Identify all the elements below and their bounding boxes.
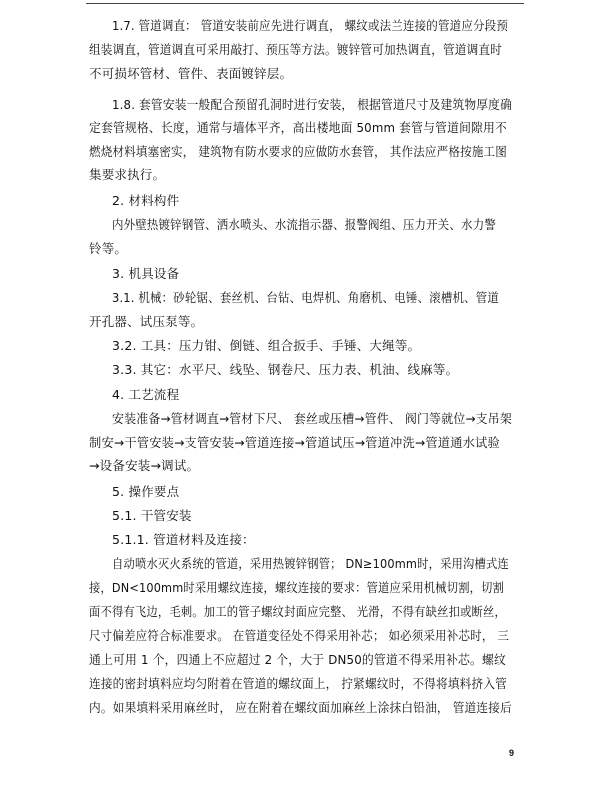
text-line: 连接的密封填料应均匀附着在管道的螺纹面上， 拧紧螺纹时，不得将填料挤入管 [89, 676, 507, 691]
text-line: 组装调直，管道调直可采用敲打、预压等方法。镀锌管可加热调直，管道调直时 [89, 42, 502, 57]
text-line: 5.1. 干管安装 [112, 508, 192, 523]
text-line: 集要求执行。 [89, 167, 166, 182]
text-line: 1.7. 管道调直： 管道安装前应先进行调直， 螺纹或法兰连接的管道应分段预 [112, 18, 509, 33]
header-rule [86, 3, 524, 4]
text-line: 自动喷水灭火系统的管道，采用热镀锌钢管； DN≥100mm时，采用沟槽式连 [112, 556, 509, 571]
text-line: 5. 操作要点 [112, 484, 180, 499]
text-line: →设备安装→调试。 [89, 458, 200, 473]
text-line: 接，DN<100mm时采用螺纹连接，螺纹连接的要求：管道应采用机械切割，切割 [89, 580, 505, 595]
text-line: 燃烧材料填塞密实， 建筑物有防水要求的应做防水套管， 其作法应严格按施工图 [89, 144, 507, 159]
text-line: 定套管规格、长度，通常与墙体平齐，高出楼地面 50mm 套管与管道间隙用不 [89, 120, 507, 135]
text-line: 4. 工艺流程 [112, 387, 180, 402]
text-line: 铃等。 [89, 241, 128, 256]
text-line: 开孔器、试压泵等。 [89, 314, 204, 329]
text-line: 1.8. 套管安装一般配合预留孔洞时进行安装， 根据管道尺寸及建筑物厚度确 [112, 97, 512, 112]
page-number: 9 [509, 748, 515, 758]
text-line: 面不得有飞边，毛刺。加工的管子螺纹封面应完整、 光滑，不得有缺丝扣或断丝， [89, 604, 506, 619]
text-line: 内外壁热镀锌钢管、洒水喷头、水流指示器、报警阀组、压力开关、水力警 [112, 217, 496, 232]
text-line: 3.1. 机械：砂轮锯、套丝机、台钻、电焊机、角磨机、电锤、滚槽机、管道 [112, 290, 499, 305]
text-line: 通上可用 1 个，四通上不应超过 2 个，大于 DN50的管道不得采用补芯。螺纹 [89, 652, 506, 667]
text-line: 5.1.1. 管道材料及连接： [112, 532, 255, 547]
text-line: 不可损坏管材、管件、表面镀锌层。 [89, 66, 293, 81]
text-line: 尺寸偏差应符合标准要求。 在管道变径处不得采用补芯； 如必须采用补芯时， 三 [89, 628, 510, 643]
text-line: 2. 材料构件 [112, 193, 180, 208]
text-line: 3.3. 其它：水平尺、线坠、钢卷尺、压力表、机油、线麻等。 [112, 362, 459, 377]
text-line: 内。如果填料采用麻丝时， 应在附着在螺纹面加麻丝上涂抹白铅油， 管道连接后 [89, 700, 513, 715]
text-line: 3. 机具设备 [112, 266, 180, 281]
text-line: 制安→干管安装→支管安装→管道连接→管道试压→管道冲洗→管道通水试验 [89, 435, 501, 450]
text-line: 3.2. 工具：压力钳、倒链、组合扳手、手锤、大绳等。 [112, 338, 421, 353]
text-line: 安装准备→管材调直→管材下尺、 套丝或压槽→管件、 阀门等就位→支吊架 [112, 411, 513, 426]
